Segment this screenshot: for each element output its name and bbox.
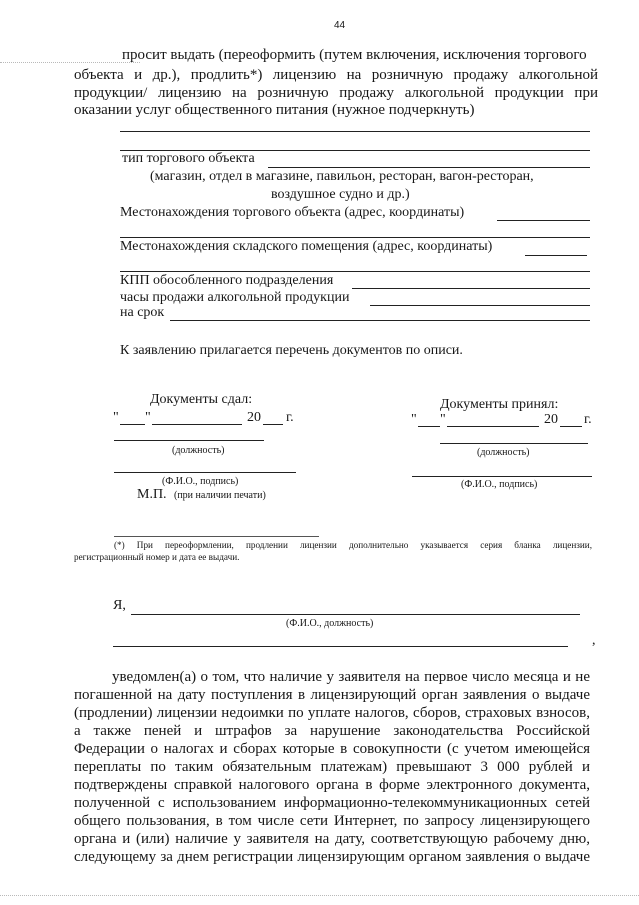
notice-line: а также пеней и штрафов за нарушение законодательства Российской	[74, 723, 590, 739]
scan-rule	[0, 895, 639, 896]
date-quote-close: "	[145, 410, 151, 425]
year-suffix: г.	[584, 412, 592, 427]
notice-line: органа и (или) наличие у заявителя на дату, соответствующую рабочему дню,	[74, 831, 590, 847]
notice-line: общего пользования, в том числе сети Интернет, по запросу лицензирующего	[74, 813, 590, 829]
notice-line: уведомлен(а) о том, что наличие у заявителя на первое число месяца и не	[112, 669, 590, 685]
term-field[interactable]	[170, 320, 590, 321]
notice-line: (продлении) лицензии недоимки по уплате налогов, сборов, страховых взносов,	[74, 705, 590, 721]
object-type-hint: (магазин, отдел в магазине, павильон, ресторан, вагон-ресторан,	[150, 169, 534, 184]
year-field[interactable]	[560, 426, 582, 427]
declarant-name-field[interactable]	[131, 614, 580, 615]
position-caption: (должность)	[172, 445, 225, 456]
month-field[interactable]	[447, 426, 539, 427]
declarant-comma: ,	[592, 633, 596, 648]
name-signature-field[interactable]	[114, 472, 296, 473]
declarant-caption: (Ф.И.О., должность)	[286, 618, 374, 629]
request-line: просит выдать (переоформить (путем включения, исключения торгового	[122, 47, 587, 63]
term-label: на срок	[120, 305, 165, 320]
year-field[interactable]	[263, 424, 283, 425]
scan-rule	[0, 62, 140, 63]
page-number: 44	[334, 20, 346, 31]
year-prefix: 20	[247, 410, 261, 425]
notice-line: полученной с использованием информационно-телекоммуникационных сетей	[74, 795, 590, 811]
stamp-caption: (при наличии печати)	[174, 490, 266, 501]
notice-line: переплаты по таким обязательным платежам) превышают 3 000 рублей и	[74, 759, 590, 775]
name-signature-caption: (Ф.И.О., подпись)	[162, 476, 239, 487]
position-caption: (должность)	[477, 447, 530, 458]
object-type-label: тип торгового объекта	[122, 151, 255, 166]
notice-line: погашенной на дату поступления в лицензирующий орган заявления о выдаче	[74, 687, 590, 703]
declarant-position-field[interactable]	[113, 646, 568, 647]
hours-label: часы продажи алкогольной продукции	[120, 290, 350, 305]
object-location-label: Местонахождения торгового объекта (адрес, координаты)	[120, 205, 465, 220]
footnote-text: регистрационный номер и дата ее выдачи.	[74, 552, 240, 562]
footnote-text: (*) При переоформлении, продлении лицензии дополнительно указывается серия бланка лицензии,	[114, 540, 592, 550]
name-signature-field[interactable]	[412, 476, 592, 477]
hours-field[interactable]	[370, 305, 590, 306]
notice-line: подтверждены справкой налогового органа в форме электронного документа,	[74, 777, 590, 793]
attachment-note: К заявлению прилагается перечень документов по описи.	[120, 343, 463, 358]
name-signature-caption: (Ф.И.О., подпись)	[461, 479, 538, 490]
kpp-field[interactable]	[352, 288, 590, 289]
blank-line[interactable]	[120, 131, 590, 132]
year-prefix: 20	[544, 412, 558, 427]
object-location-field[interactable]	[497, 220, 590, 221]
month-field[interactable]	[152, 424, 242, 425]
notice-line: следующему за днем регистрации лицензирующим органом заявления о выдаче	[74, 849, 590, 865]
date-quote-open: "	[411, 412, 417, 427]
warehouse-location-field[interactable]	[120, 271, 590, 272]
request-line: оказании услуг общественного питания (нужное подчеркнуть)	[74, 102, 475, 118]
object-type-hint: воздушное судно и др.)	[271, 187, 410, 202]
day-field[interactable]	[120, 424, 145, 425]
object-location-field[interactable]	[120, 237, 590, 238]
declarant-prefix: Я,	[113, 598, 126, 613]
object-type-field[interactable]	[268, 167, 590, 168]
notice-line: Федерации о налогах и сборах которые в совокупности (с учетом имеющейся	[74, 741, 590, 757]
date-quote-open: "	[113, 410, 119, 425]
year-suffix: г.	[286, 410, 294, 425]
position-field[interactable]	[114, 440, 264, 441]
request-line: объекта и др.), продлить*) лицензию на розничную продажу алкогольной	[74, 67, 598, 83]
footnote-separator	[114, 536, 319, 537]
date-quote-close: "	[440, 412, 446, 427]
stamp-label: М.П.	[137, 487, 167, 502]
warehouse-location-label: Местонахождения складского помещения (адрес, координаты)	[120, 239, 493, 254]
request-line: продукции/ лицензию на розничную продажу алкогольной продукции при	[74, 85, 598, 101]
day-field[interactable]	[418, 426, 440, 427]
received-title: Документы принял:	[440, 397, 559, 412]
kpp-label: КПП обособленного подразделения	[120, 273, 334, 288]
warehouse-location-field[interactable]	[525, 255, 587, 256]
position-field[interactable]	[440, 443, 588, 444]
handed-over-title: Документы сдал:	[150, 392, 253, 407]
